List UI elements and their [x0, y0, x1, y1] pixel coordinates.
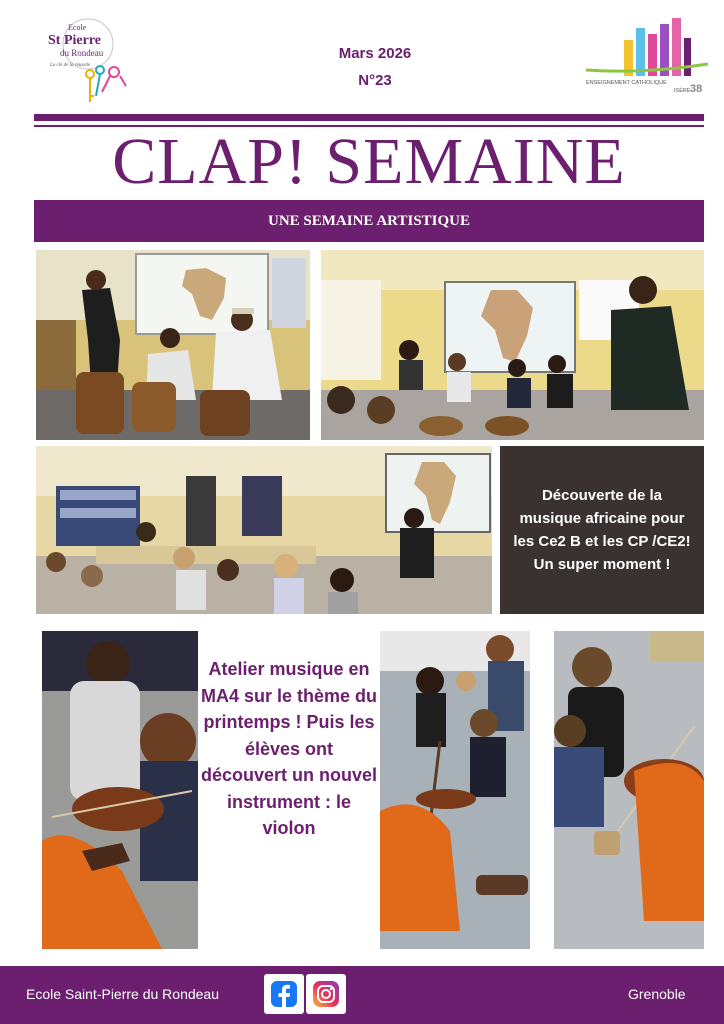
photo-classroom-wide	[36, 446, 492, 614]
diocese-logo	[584, 14, 712, 100]
instagram-icon	[306, 974, 346, 1014]
page-title: CLAP! SEMAINE	[112, 125, 626, 198]
facebook-icon	[264, 974, 304, 1014]
issue-date: Mars 2026	[338, 45, 412, 62]
school-logo-line1: Ecole	[68, 23, 87, 32]
diocese-number: 38	[690, 83, 703, 95]
section-banner: UNE SEMAINE ARTISTIQUE	[34, 200, 704, 242]
keys-icon	[86, 66, 126, 102]
caption-african-music	[500, 446, 704, 614]
diocese-line1: ENSEIGNEMENT CATHOLIQUE	[586, 80, 667, 86]
issue-number: N°23	[358, 72, 392, 89]
school-logo-line2: St Pierre	[48, 33, 101, 48]
caption-african-music-text: Découverte de la musique africaine pour les Ce2 B et les CP /CE2! Un super moment !	[513, 487, 691, 573]
header-rule	[34, 114, 704, 121]
photo-drummers-classroom	[36, 250, 310, 440]
diocese-line2: ISÈRE	[674, 88, 691, 94]
photo-violin-right	[554, 631, 704, 949]
caption-violin-workshop: Atelier musique en MA4 sur le thème du printemps ! Puis les élèves ont découvert un nouvel instrument : le violon	[200, 659, 378, 838]
photo-class-africa-map	[321, 250, 704, 440]
school-logo	[40, 18, 132, 106]
diocese-bars-icon	[586, 18, 708, 76]
footer-city: Grenoble	[628, 986, 686, 1002]
photo-violin-middle	[380, 631, 530, 949]
school-logo-tagline: La clé de la réussite	[50, 63, 91, 68]
facebook-link[interactable]	[264, 974, 304, 1014]
instagram-link[interactable]	[306, 974, 346, 1014]
photo-violin-left	[42, 631, 198, 949]
footer-school-name: Ecole Saint-Pierre du Rondeau	[26, 986, 220, 1002]
school-logo-line3: du Rondeau	[60, 48, 104, 58]
